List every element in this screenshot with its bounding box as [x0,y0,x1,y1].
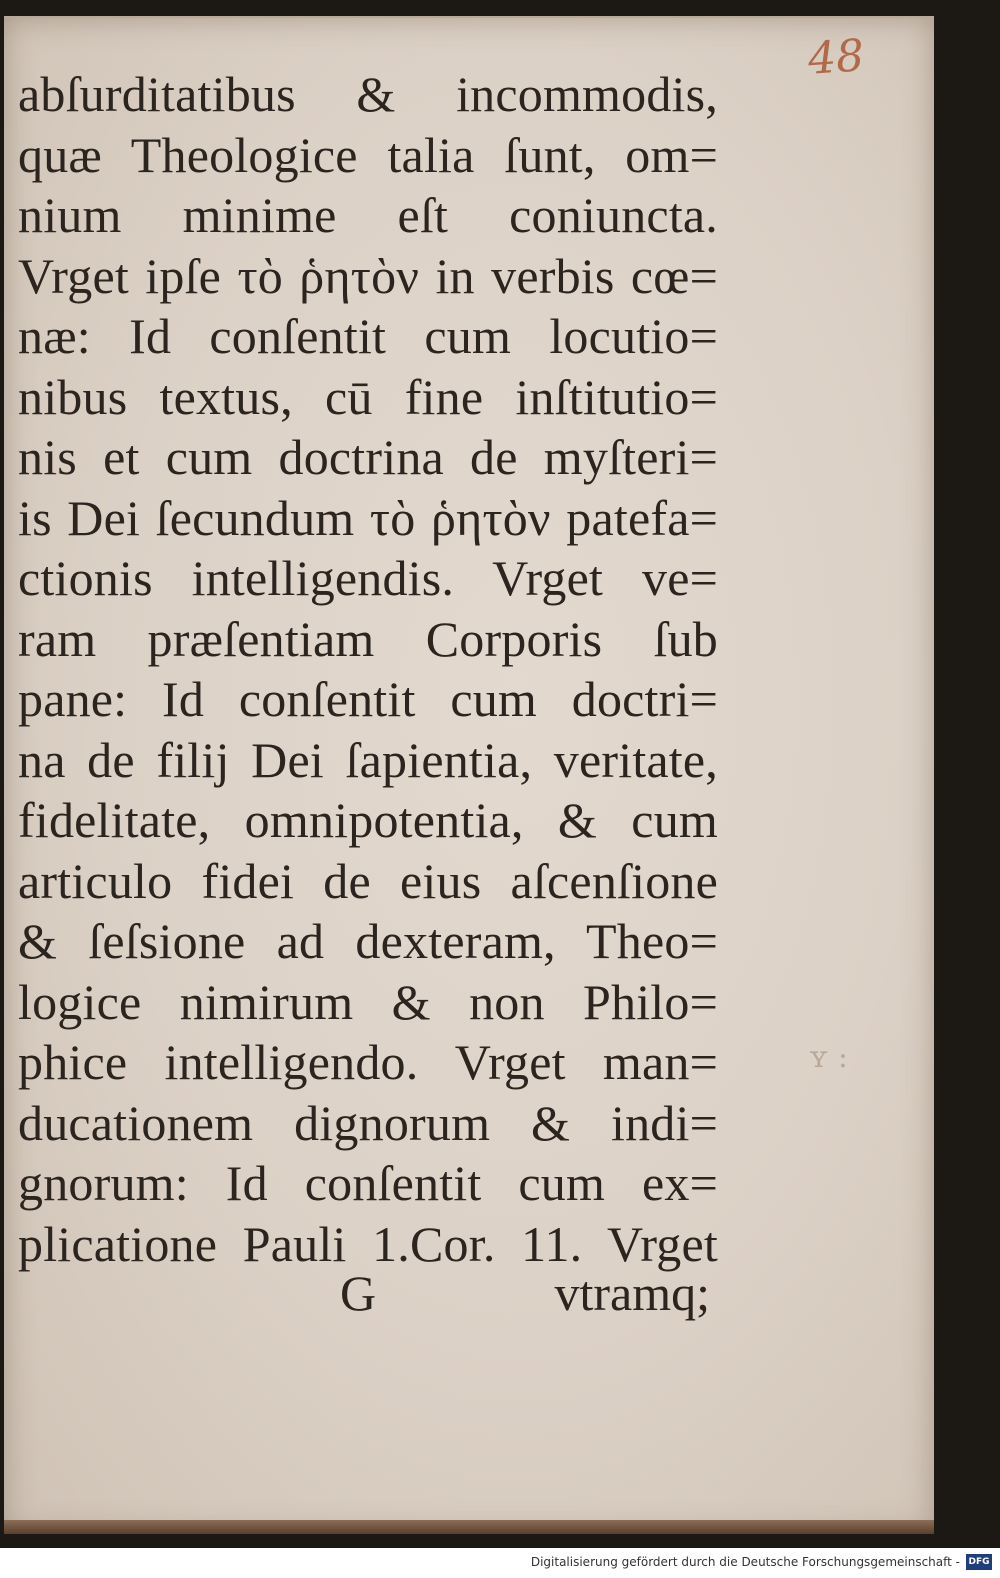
text-line: ducationem dignorum & indi= [18,1094,718,1151]
book-cover-edge [4,1520,934,1534]
text-line: plicatione Pauli 1.Cor. 11. Vrget [18,1215,718,1272]
text-line: na de filij Dei ſapientia, veritate, [18,731,718,788]
book-page [4,16,934,1534]
text-line: nium minime eſt coniuncta. [18,187,718,243]
text-line: articulo fidei de eius aſcenſione [18,852,718,909]
text-line: Vrget ipſe τὸ ῥητὸν in verbis cœ= [18,247,718,304]
text-line: is Dei ſecundum τὸ ῥητὸν patefa= [18,489,718,546]
footer-credit: Digitalisierung gefördert durch die Deutsche Forschungsgemeinschaft - [530,1555,960,1569]
catchline [18,1263,718,1323]
text-line: & ſeſsione ad dexteram, Theo= [18,913,718,969]
footer [0,1548,1000,1578]
text-line: nibus textus, cū fine inſtitutio= [18,368,718,425]
text-line: quæ Theologice talia ſunt, om= [18,126,718,183]
text-line: nis et cum doctrina de myſteri= [18,429,718,485]
dfg-logo-icon: DFG [966,1554,992,1570]
text-line: logice nimirum & non Philo= [18,973,718,1030]
text-line: abſurditatibus & incommodis, [18,66,718,122]
body-text [18,64,718,1274]
text-line: gnorum: Id conſentit cum ex= [18,1155,718,1211]
folio-number: 48 [806,30,866,85]
text-line: phice intelligendo. Vrget man= [18,1034,718,1090]
text-line: fidelitate, omnipotentia, & cum [18,792,718,848]
ink-smudge: ʏ : [808,1040,848,1075]
text-line: pane: Id conſentit cum doctri= [18,671,718,727]
catchword: vtramq; [554,1265,710,1321]
text-line: ram præſentiam Corporis ſub [18,610,718,667]
text-line: ctionis intelligendis. Vrget ve= [18,550,718,606]
signature-mark: G [340,1265,377,1321]
text-line: næ: Id conſentit cum locutio= [18,308,718,364]
